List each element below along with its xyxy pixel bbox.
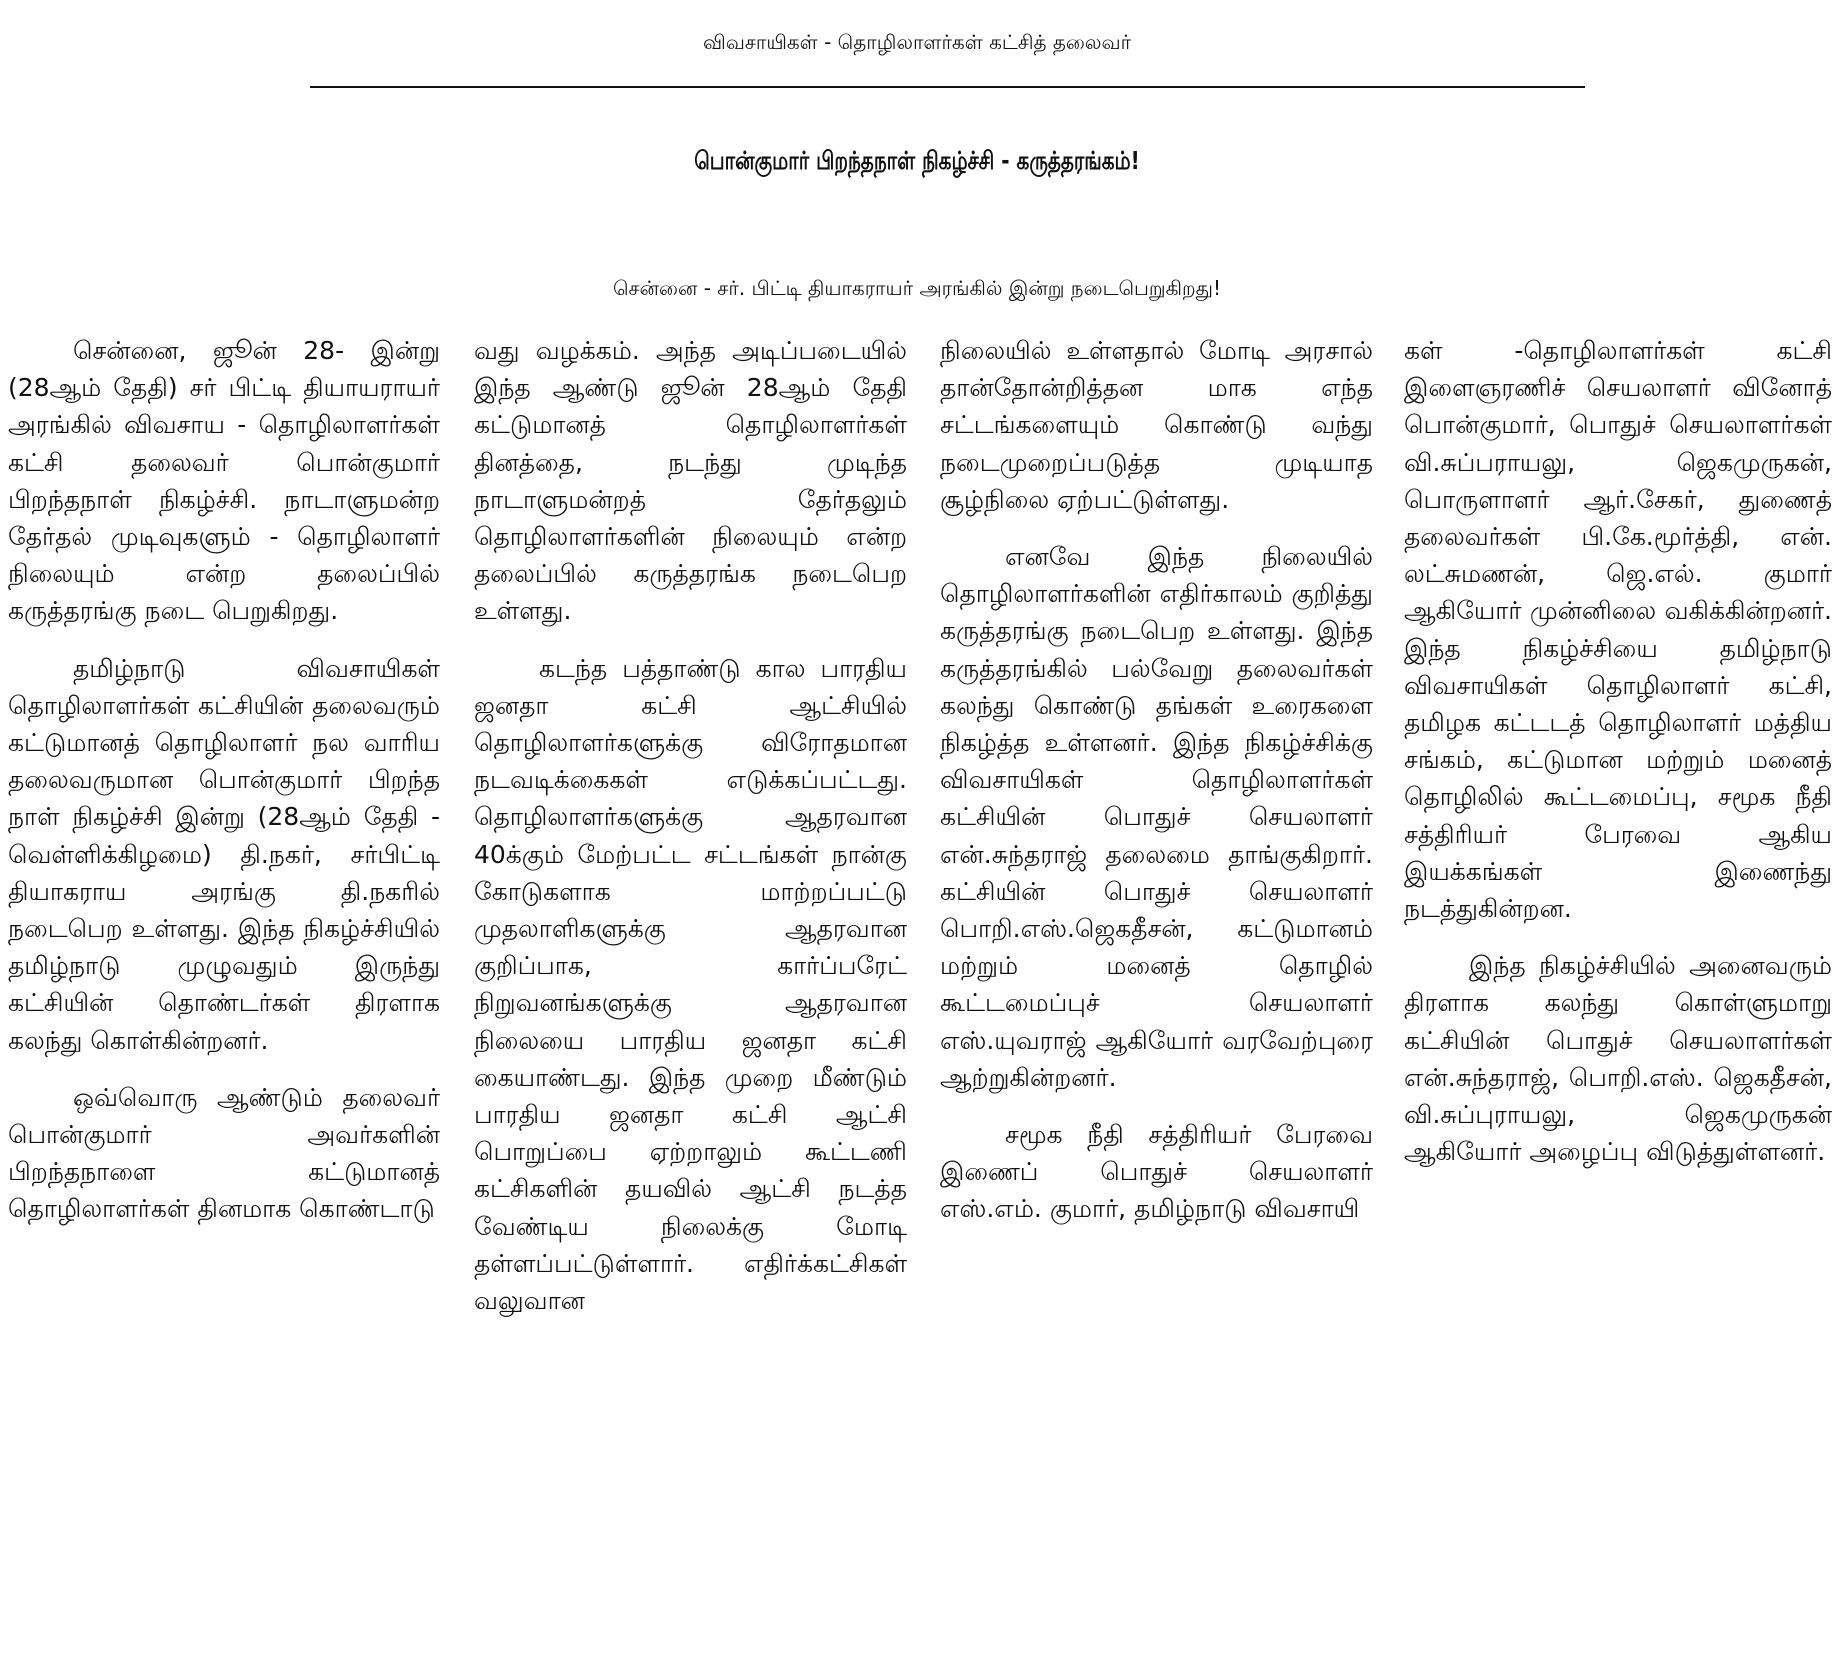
article-column-1 [8,332,440,1650]
paragraph: வது வழக்கம். அந்த அடிப்படையில் இந்த ஆண்டு ஜூன் 28ஆம் தேதி கட்டுமானத் தொழிலாளர்கள் தினத்தை, நடந்து முடிந்த நாடாளுமன்றத் தேர்தலும் தொழிலாளர்களின் நிலையும் என்ற தலைப்பில் கருத்தரங்க நடைபெற உள்ளது. [474,336,907,626]
article-column-2 [474,332,907,1650]
paragraph: இந்த நிகழ்ச்சியில் அனைவரும் திரளாக கலந்து கொள்ளுமாறு கட்சியின் பொதுச் செயலாளர்கள் என்.சுந்தராஜ், பொறி.எஸ். ஜெகதீசன், வி.சுப்புராயலு, ஜெகமுருகன் ஆகியோர் அழைப்பு விடுத்துள்ளனர். [1404,951,1832,1167]
kicker-line: விவசாயிகள் - தொழிலாளர்கள் கட்சித் தலைவர் [702,30,1132,54]
subheadline: சென்னை - சர். பிட்டி தியாகராயர் அரங்கில் இன்று நடைபெறுகிறது! [612,276,1222,300]
paragraph: சமூக நீதி சத்திரியர் பேரவை இணைப் பொதுச் செயலாளர் எஸ்.எம். குமார், தமிழ்நாடு விவசாயி [940,1120,1373,1224]
article-column-4 [1404,332,1832,1650]
paragraph: ஒவ்வொரு ஆண்டும் தலைவர் பொன்குமார் அவர்களின் பிறந்தநாளை கட்டுமானத் தொழிலாளர்கள் தினமாக கொண்டாடு [8,1082,440,1224]
paragraph: எனவே இந்த நிலையில் தொழிலாளர்களின் எதிர்காலம் குறித்து கருத்தரங்கு நடைபெற உள்ளது. இந்த கருத்தரங்கில் பல்வேறு தலைவர்கள் கலந்து கொண்டு தங்கள் உரைகளை நிகழ்த்த உள்ளனர். இந்த நிகழ்ச்சிக்கு விவசாயிகள் தொழிலாளர்கள் கட்சியின் பொதுச் செயலாளர் என்.சுந்தராஜ் தலைமை தாங்குகிறார். கட்சியின் பொதுச் செயலாளர் பொறி.எஸ்.ஜெகதீசன், கட்டுமானம் மற்றும் மனைத் தொழில் கூட்டமைப்புச் செயலாளர் எஸ்.யுவராஜ் ஆகியோர் வரவேற்புரை ஆற்றுகின்றனர். [940,542,1373,1092]
paragraph: கள் -தொழிலாளர்கள் கட்சி இளைஞரணிச் செயலாளர் வினோத் பொன்குமார், பொதுச் செயலாளர்கள் வி.சுப்பராயலு, ஜெகமுருகன், பொருளாளர் ஆர்.சேகர், துணைத் தலைவர்கள் பி.கே.மூர்த்தி, என். லட்சுமணன், ஜெ.எல். குமார் ஆகியோர் முன்னிலை வகிக்கின்றனர். இந்த நிகழ்ச்சியை தமிழ்நாடு விவசாயிகள் தொழிலாளர் கட்சி, தமிழக கட்டடத் தொழிலாளர் மத்திய சங்கம், கட்டுமான மற்றும் மனைத் தொழிலில் கூட்டமைப்பு, சமூக நீதி சத்திரியர் பேரவை ஆகிய இயக்கங்கள் இணைந்து நடத்துகின்றன. [1404,336,1832,924]
paragraph: சென்னை, ஜூன் 28- இன்று (28ஆம் தேதி) சர் பிட்டி தியாயராயர் அரங்கில் விவசாய - தொழிலாளர்கள் கட்சி தலைவர் பொன்குமார் பிறந்தநாள் நிகழ்ச்சி. நாடாளுமன்ற தேர்தல் முடிவுகளும் - தொழிலாளர் நிலையும் என்ற தலைப்பில் கருத்தரங்கு நடை பெறுகிறது. [8,336,440,626]
article-column-3 [940,332,1373,1650]
paragraph: நிலையில் உள்ளதால் மோடி அரசால் தான்தோன்றித்தன மாக எந்த சட்டங்களையும் கொண்டு வந்து நடைமுறைப்படுத்த முடியாத சூழ்நிலை ஏற்பட்டுள்ளது. [940,336,1373,514]
headline: பொன்குமார் பிறந்தநாள் நிகழ்ச்சி - கருத்தரங்கம்! [694,145,1140,175]
paragraph: தமிழ்நாடு விவசாயிகள் தொழிலாளர்கள் கட்சியின் தலைவரும் கட்டுமானத் தொழிலாளர் நல வாரிய தலைவருமான பொன்குமார் பிறந்த நாள் நிகழ்ச்சி இன்று (28ஆம் தேதி - வெள்ளிக்கிழமை) தி.நகர், சர்பிட்டி தியாகராய அரங்கு தி.நகரில் நடைபெற உள்ளது. இந்த நிகழ்ச்சியில் தமிழ்நாடு முழுவதும் இருந்து கட்சியின் தொண்டர்கள் திரளாக கலந்து கொள்கின்றனர். [8,653,440,1055]
paragraph: கடந்த பத்தாண்டு கால பாரதிய ஜனதா கட்சி ஆட்சியில் தொழிலாளர்களுக்கு விரோதமான நடவடிக்கைகள் எடுக்கப்பட்டது. தொழிலாளர்களுக்கு ஆதரவான 40க்கும் மேற்பட்ட சட்டங்கள் நான்கு கோடுகளாக மாற்றப்பட்டு முதலாளிகளுக்கு ஆதரவான குறிப்பாக, கார்ப்பரேட் நிறுவனங்களுக்கு ஆதரவான நிலையை பாரதிய ஜனதா கட்சி கையாண்டது. இந்த முறை மீண்டும் பாரதிய ஜனதா கட்சி ஆட்சி பொறுப்பை ஏற்றாலும் கூட்டணி கட்சிகளின் தயவில் ஆட்சி நடத்த வேண்டிய நிலைக்கு மோடி தள்ளப்பட்டுள்ளார். எதிர்க்கட்சிகள் வலுவான [474,653,907,1316]
